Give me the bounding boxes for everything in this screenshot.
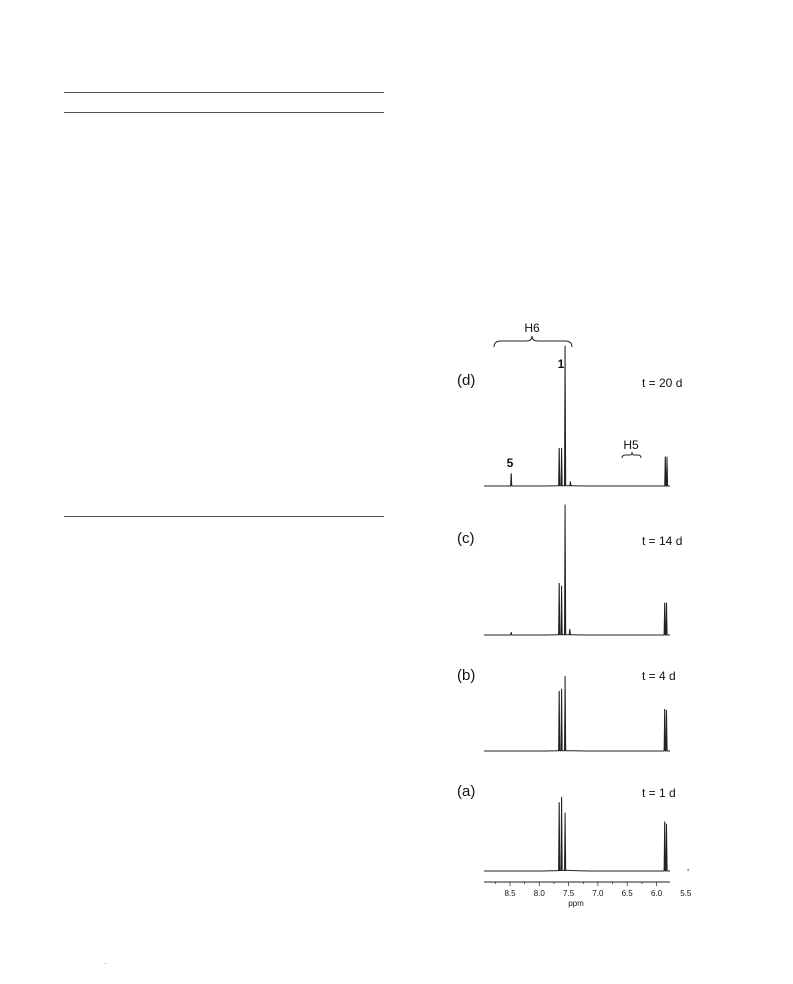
spectrum-trace-2	[484, 505, 670, 636]
time-label: t = 1 d	[642, 786, 676, 800]
x-tick-label: 6.0	[650, 889, 663, 898]
time-label: t = 14 d	[642, 534, 683, 548]
panel-label: (d)	[457, 372, 476, 389]
x-tick-label: 5.5	[680, 889, 692, 898]
h5-label: H5	[623, 438, 639, 452]
spectrum-trace-3	[484, 676, 670, 751]
compound-1-label: 1	[557, 357, 565, 371]
x-tick-label: 8.5	[504, 889, 516, 898]
time-label: t = 20 d	[642, 376, 683, 390]
x-tick-label: 7.0	[592, 889, 604, 898]
time-label: t = 4 d	[642, 669, 676, 683]
panel-label: (c)	[457, 530, 475, 547]
h6-bracket	[494, 336, 572, 347]
compound-5-label: 5	[506, 456, 514, 470]
x-axis-label: ppm	[568, 899, 584, 908]
x-tick-label: 7.5	[563, 889, 575, 898]
spectrum-trace-4	[484, 797, 670, 871]
h5-bracket	[622, 452, 641, 458]
panel-label: (b)	[457, 667, 476, 684]
x-tick-label: 6.5	[621, 889, 633, 898]
x-tick-label: 8.0	[533, 889, 545, 898]
h6-label: H6	[524, 321, 540, 335]
panel-label: (a)	[457, 783, 476, 800]
